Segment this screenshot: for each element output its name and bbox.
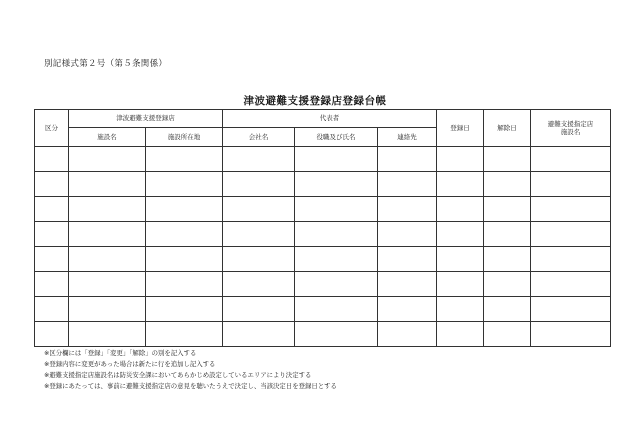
table-cell[interactable] [35,297,69,322]
table-cell[interactable] [484,297,531,322]
table-row [35,272,611,297]
register-table [34,109,611,347]
table-cell[interactable] [437,297,484,322]
table-cell[interactable] [146,147,223,172]
header-designated-store-line1: 避難支援指定店 [547,119,594,128]
table-cell[interactable] [146,247,223,272]
table-cell[interactable] [69,197,146,222]
table-cell[interactable] [223,197,295,222]
table-cell[interactable] [531,172,611,197]
table-cell[interactable] [69,222,146,247]
header-kubun: 区分 [35,110,69,147]
table-cell[interactable] [484,222,531,247]
table-cell[interactable] [437,197,484,222]
header-contact: 連絡先 [378,128,437,147]
table-cell[interactable] [223,322,295,347]
table-cell[interactable] [69,272,146,297]
register-body [35,147,611,347]
table-cell[interactable] [146,297,223,322]
table-cell[interactable] [35,272,69,297]
table-cell[interactable] [295,297,378,322]
header-facility-location: 施設所在地 [146,128,223,147]
register-title: 津波避難支援登録店登録台帳 [243,95,387,107]
header-position-name: 役職及び氏名 [295,128,378,147]
table-cell[interactable] [69,247,146,272]
header-designated-store-line2: 施設名 [560,128,581,136]
table-cell[interactable] [437,272,484,297]
table-cell[interactable] [35,172,69,197]
table-cell[interactable] [531,322,611,347]
table-cell[interactable] [484,172,531,197]
table-cell[interactable] [69,147,146,172]
table-cell[interactable] [35,197,69,222]
table-cell[interactable] [69,297,146,322]
table-cell[interactable] [69,322,146,347]
table-cell[interactable] [437,247,484,272]
table-cell[interactable] [531,147,611,172]
table-cell[interactable] [378,272,437,297]
header-cancellation-date: 解除日 [484,110,531,147]
table-row [35,147,611,172]
note-item: ※登録内容に変更があった場合は新たに行を追加し記入する [44,360,216,368]
table-cell[interactable] [531,272,611,297]
header-registration-date: 登録日 [437,110,484,147]
table-cell[interactable] [146,322,223,347]
note-item: ※避難支援指定店施設名は防災安全課においてあらかじめ設定しているエリアにより決定する [44,371,312,379]
table-cell[interactable] [35,322,69,347]
table-cell[interactable] [437,222,484,247]
table-cell[interactable] [531,297,611,322]
table-cell[interactable] [35,222,69,247]
table-row [35,322,611,347]
header-company-name: 会社名 [223,128,295,147]
table-cell[interactable] [223,247,295,272]
table-cell[interactable] [223,147,295,172]
table-cell[interactable] [223,172,295,197]
table-cell[interactable] [484,197,531,222]
table-cell[interactable] [223,297,295,322]
table-cell[interactable] [35,147,69,172]
header-group-representative: 代表者 [223,110,437,128]
table-row [35,197,611,222]
table-cell[interactable] [437,322,484,347]
table-cell[interactable] [378,322,437,347]
table-cell[interactable] [295,322,378,347]
notes [44,348,337,392]
table-cell[interactable] [295,222,378,247]
note-item: ※区分欄には「登録」「変更」「解除」の別を記入する [44,349,197,357]
table-cell[interactable] [531,247,611,272]
table-cell[interactable] [531,222,611,247]
table-cell[interactable] [484,247,531,272]
table-cell[interactable] [146,197,223,222]
table-cell[interactable] [437,147,484,172]
table-cell[interactable] [295,247,378,272]
header-designated-store [531,110,611,147]
table-cell[interactable] [484,322,531,347]
table-cell[interactable] [378,197,437,222]
table-cell[interactable] [378,172,437,197]
table-cell[interactable] [69,172,146,197]
table-cell[interactable] [146,222,223,247]
table-cell[interactable] [378,297,437,322]
table-cell[interactable] [295,172,378,197]
header-group-store: 津波避難支援登録店 [69,110,223,128]
table-row [35,222,611,247]
table-cell[interactable] [378,147,437,172]
table-cell[interactable] [295,197,378,222]
header-facility-name: 施設名 [69,128,146,147]
table-cell[interactable] [223,272,295,297]
table-cell[interactable] [484,272,531,297]
table-cell[interactable] [223,222,295,247]
table-cell[interactable] [437,172,484,197]
table-cell[interactable] [295,272,378,297]
form-number-label: 別記様式第２号（第５条関係） [44,59,168,69]
table-cell[interactable] [378,222,437,247]
note-item: ※登録にあたっては、事前に避難支援指定店の意見を聴いたうえで決定し、当該決定日を登録日とする [44,382,337,390]
table-cell[interactable] [146,272,223,297]
table-row [35,297,611,322]
table-row [35,247,611,272]
table-cell[interactable] [146,172,223,197]
table-cell[interactable] [378,247,437,272]
table-cell[interactable] [295,147,378,172]
table-row [35,172,611,197]
table-cell[interactable] [35,247,69,272]
table-cell[interactable] [484,147,531,172]
table-cell[interactable] [531,197,611,222]
